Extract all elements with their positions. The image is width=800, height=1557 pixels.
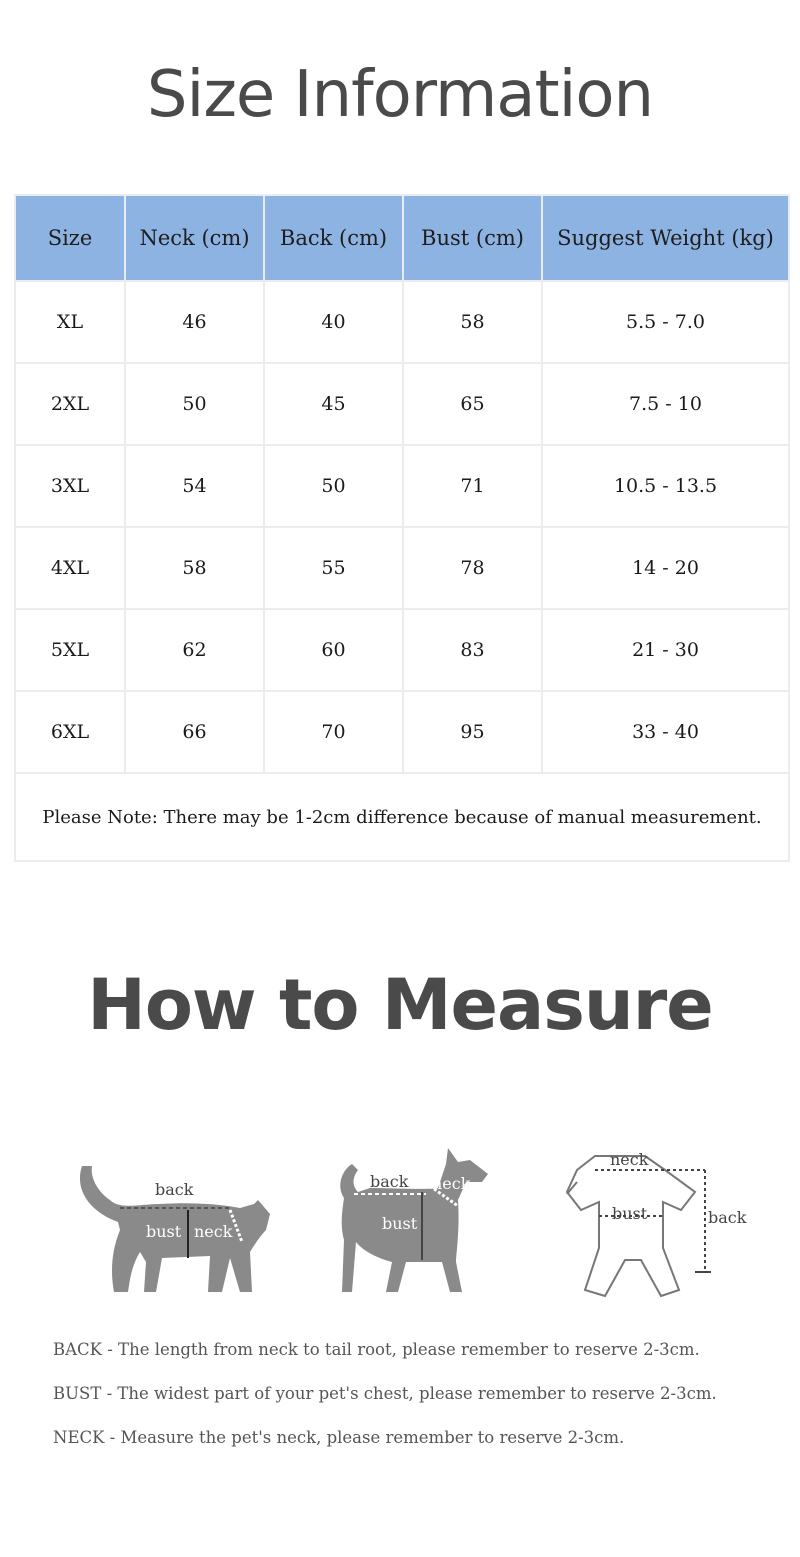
table-row	[15, 363, 789, 445]
cell-weight: 7.5 - 10	[542, 363, 789, 445]
header-size: Size	[15, 195, 125, 281]
back-description: BACK - The length from neck to tail root, please remember to reserve 2-3cm.	[53, 1340, 700, 1359]
cat-back-label: back	[155, 1180, 194, 1199]
cell-bust: 71	[403, 445, 542, 527]
cell-neck: 62	[125, 609, 264, 691]
table-row	[15, 281, 789, 363]
cell-bust: 65	[403, 363, 542, 445]
cell-size: XL	[15, 281, 125, 363]
cell-weight: 33 - 40	[542, 691, 789, 773]
dog-measure-figure	[330, 1130, 500, 1300]
cell-back: 45	[264, 363, 403, 445]
cat-neck-label: neck	[194, 1222, 233, 1241]
cell-back: 40	[264, 281, 403, 363]
cell-size: 2XL	[15, 363, 125, 445]
neck-description: NECK - Measure the pet's neck, please remember to reserve 2-3cm.	[53, 1428, 625, 1447]
note-row	[15, 773, 789, 861]
size-table-header-row	[15, 195, 789, 281]
garment-bust-label: bust	[612, 1204, 648, 1223]
cell-size: 4XL	[15, 527, 125, 609]
garment-measure-figure	[555, 1130, 755, 1300]
cat-silhouette-icon	[70, 1130, 280, 1300]
cell-neck: 50	[125, 363, 264, 445]
cell-size: 3XL	[15, 445, 125, 527]
cell-bust: 58	[403, 281, 542, 363]
garment-back-label: back	[708, 1208, 747, 1227]
cell-neck: 66	[125, 691, 264, 773]
cell-back: 50	[264, 445, 403, 527]
dog-neck-label: neck	[432, 1174, 471, 1193]
header-weight: Suggest Weight (kg)	[542, 195, 789, 281]
table-row	[15, 445, 789, 527]
cell-bust: 95	[403, 691, 542, 773]
cell-weight: 10.5 - 13.5	[542, 445, 789, 527]
cell-size: 5XL	[15, 609, 125, 691]
measurement-note: Please Note: There may be 1-2cm difference because of manual measurement.	[15, 773, 789, 861]
header-back: Back (cm)	[264, 195, 403, 281]
cell-bust: 83	[403, 609, 542, 691]
cell-back: 60	[264, 609, 403, 691]
cell-back: 70	[264, 691, 403, 773]
cell-weight: 21 - 30	[542, 609, 789, 691]
table-row	[15, 609, 789, 691]
dog-bust-label: bust	[382, 1214, 418, 1233]
header-neck: Neck (cm)	[125, 195, 264, 281]
cell-neck: 54	[125, 445, 264, 527]
how-to-measure-title: How to Measure	[87, 964, 713, 1046]
cell-weight: 14 - 20	[542, 527, 789, 609]
header-bust: Bust (cm)	[403, 195, 542, 281]
size-table	[14, 194, 790, 862]
cell-bust: 78	[403, 527, 542, 609]
cat-measure-figure	[70, 1130, 280, 1300]
cell-back: 55	[264, 527, 403, 609]
cell-size: 6XL	[15, 691, 125, 773]
garment-neck-label: neck	[610, 1150, 649, 1169]
cat-bust-label: bust	[146, 1222, 182, 1241]
cell-neck: 46	[125, 281, 264, 363]
bust-description: BUST - The widest part of your pet's chest, please remember to reserve 2-3cm.	[53, 1384, 717, 1403]
size-information-title: Size Information	[146, 58, 654, 132]
cell-neck: 58	[125, 527, 264, 609]
table-row	[15, 691, 789, 773]
cell-weight: 5.5 - 7.0	[542, 281, 789, 363]
table-row	[15, 527, 789, 609]
dog-back-label: back	[370, 1172, 409, 1191]
